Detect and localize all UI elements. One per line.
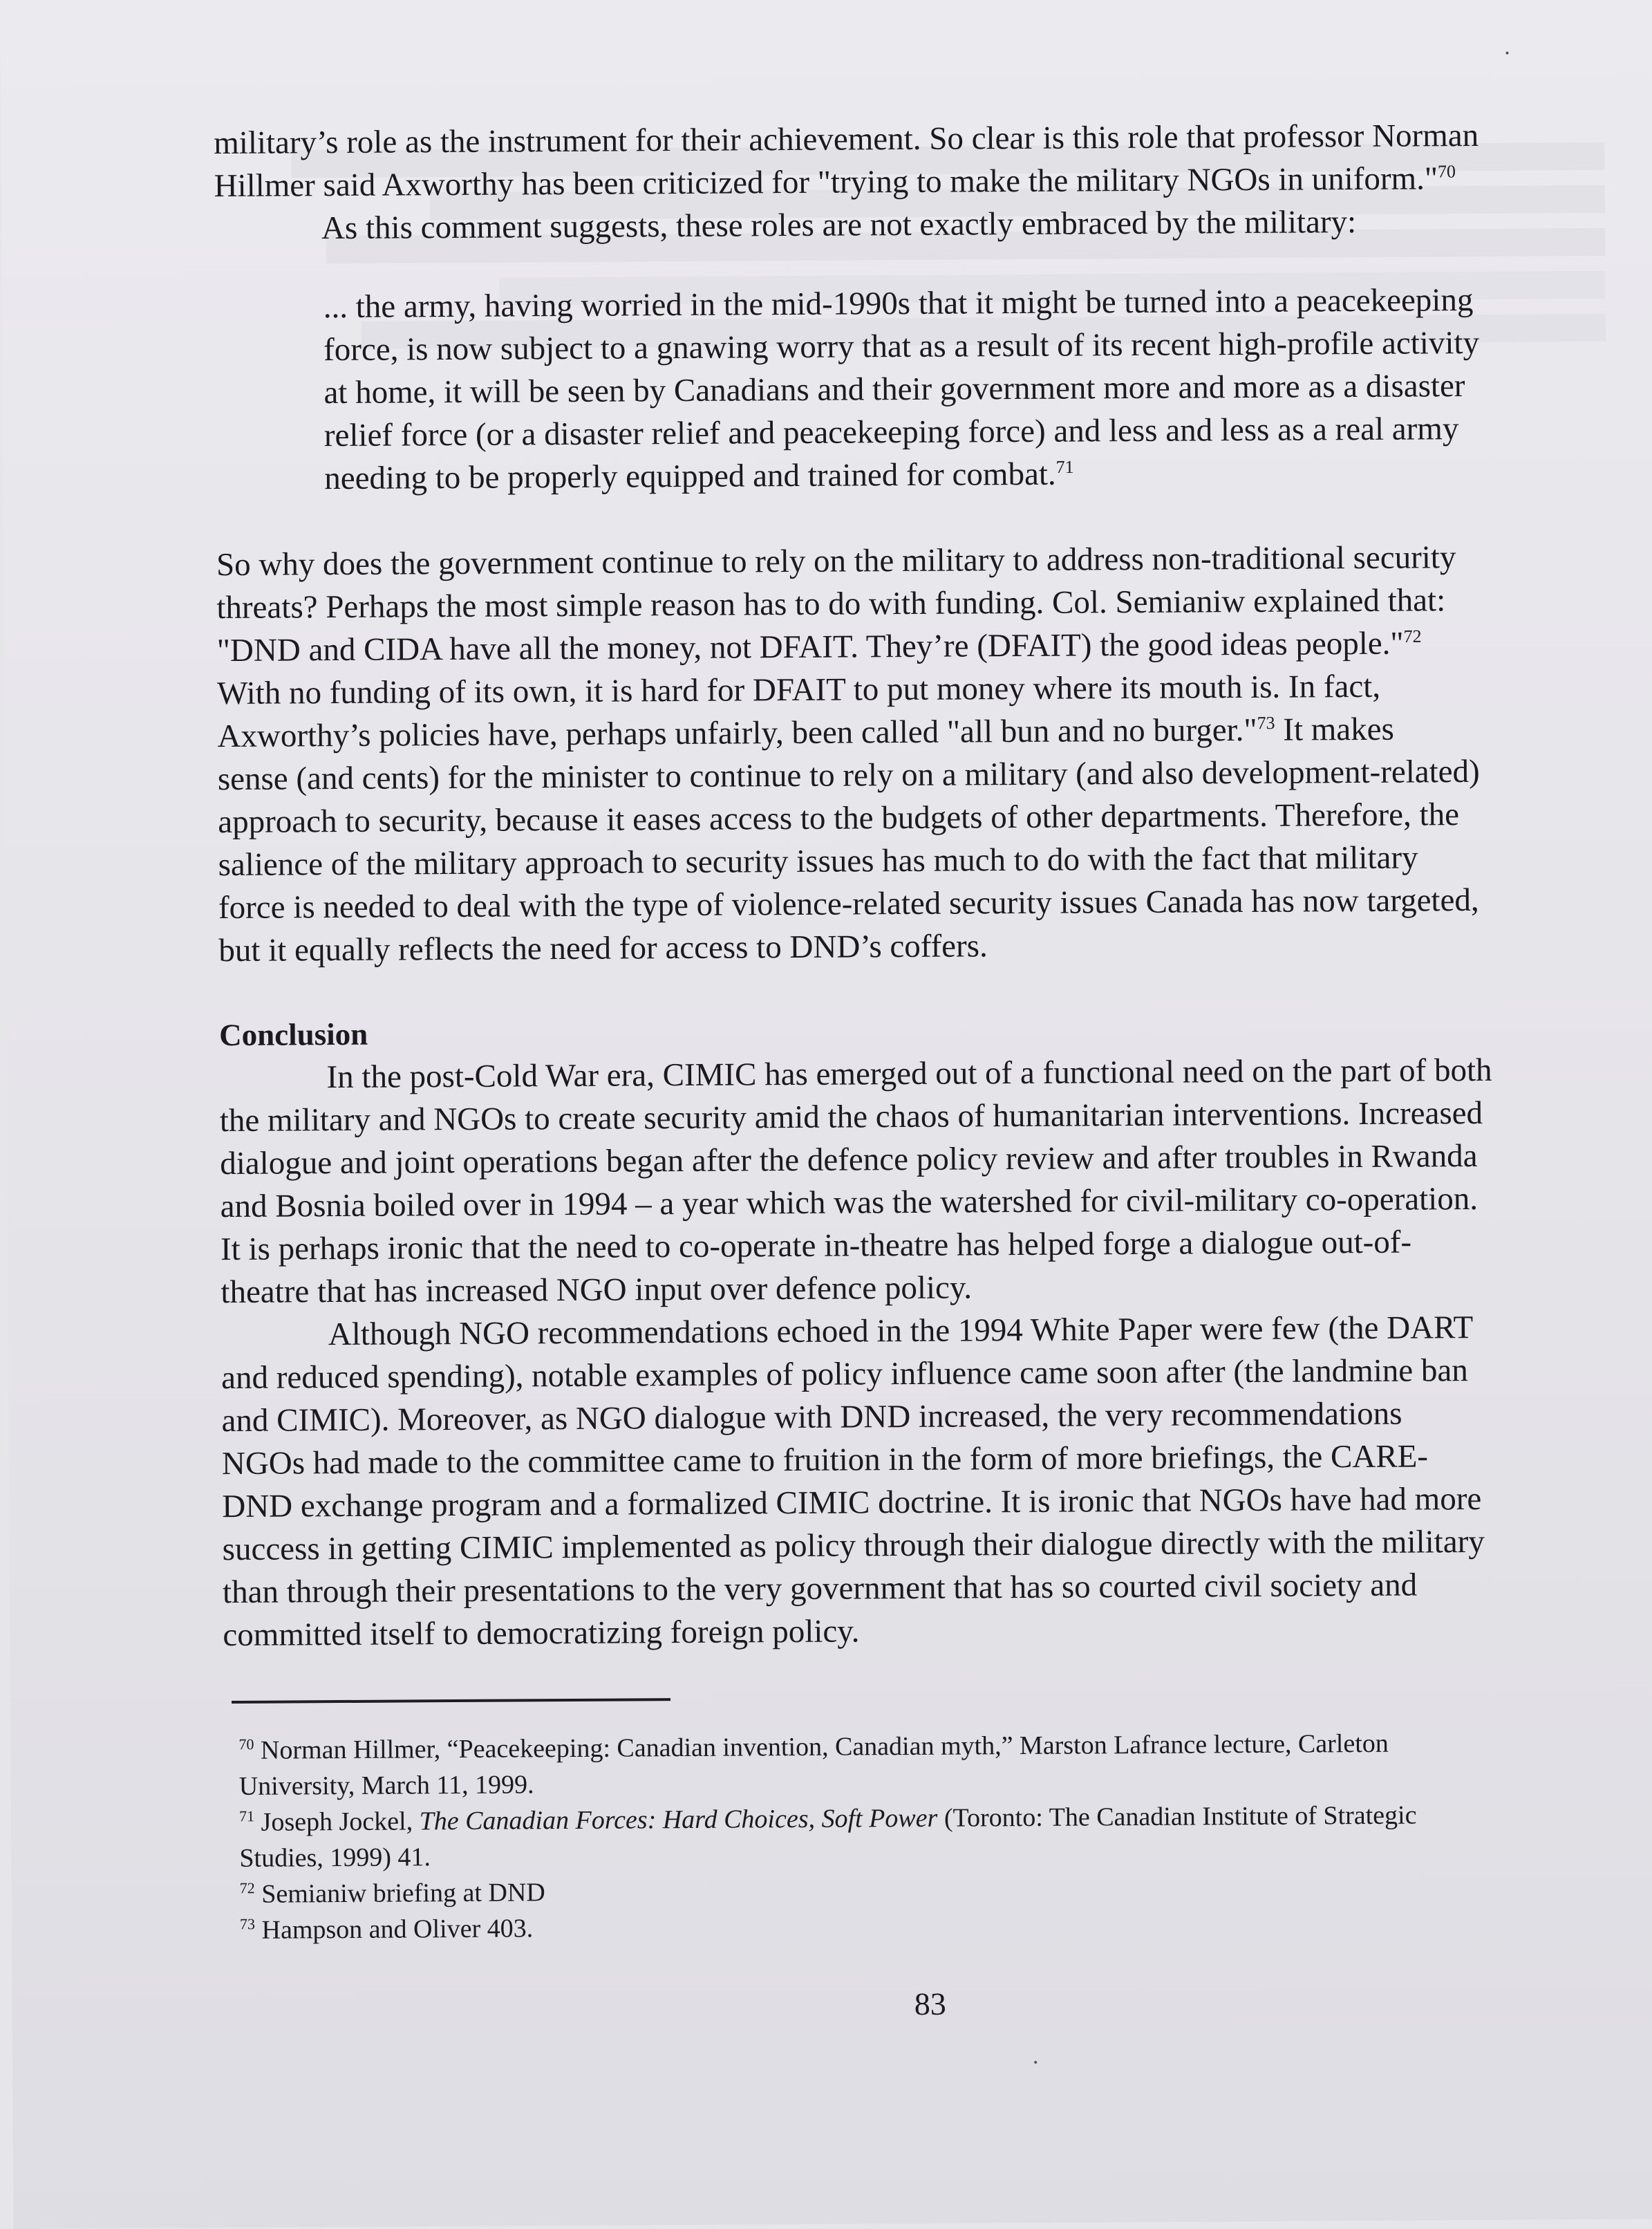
footnote-73: $^{73}$ Hampson and Oliver 403. [239,1914,534,1945]
text-line: and Bosnia boiled over in 1994 – a year which was the watershed for civil-military co-operation. [220,1180,1479,1225]
footnote-ref: 71 [1055,456,1074,478]
quote-line: force, is now subject to a gnawing worry that as a result of its recent high-profile activity [323,324,1480,369]
footnote-72: $^{72}$ Semianiw briefing at DND [239,1878,545,1909]
text-line: but it equally reflects the need for access to DND’s coffers. [218,928,988,969]
quote-line: needing to be properly equipped and trained for combat.$^{71}$ [324,456,1074,497]
page-number: 83 [914,1986,946,2022]
text-line: than through their presentations to the very government that has so courted civil society and [222,1567,1418,1611]
quote-line: at home, it will be seen by Canadians and their government more and more as a disaster [323,368,1465,411]
quote-line: ... the army, having worried in the mid-1990s that it might be turned into a peacekeeping [323,281,1474,326]
text-line: In the post-Cold War era, CIMIC has emerged out of a functional need on the part of both [326,1052,1492,1096]
text-line: dialogue and joint operations began after the defence policy review and after troubles in Rwanda [220,1137,1478,1182]
text-line: sense (and cents) for the minister to continue to rely on a military (and also development-related) [217,753,1480,798]
text-line: With no funding of its own, it is hard for DFAIT to put money where its mouth is. In fact, [216,668,1381,712]
text-line: NGOs had made to the committee came to fruition in the form of more briefings, the CARE- [221,1438,1429,1482]
text-line: military’s role as the instrument for their achievement. So clear is this role that professor Norman [214,117,1479,162]
footnote-ref: 70 [1437,161,1456,182]
text-line: the military and NGOs to create security amid the chaos of humanitarian interventions. Increased [219,1094,1483,1139]
quote-line: relief force (or a disaster relief and peacekeeping force) and less and less as a real army [323,411,1459,454]
footnote-ref: 72 [1403,626,1422,646]
footnote-ref: 73 [1257,713,1275,734]
scan-speck [1505,52,1508,55]
text-line: DND exchange program and a formalized CIMIC doctrine. It is ironic that NGOs have had more [222,1480,1482,1525]
text-line: As this comment suggests, these roles are not exactly embraced by the military: [321,204,1357,247]
text-line: and CIMIC). Moreover, as NGO dialogue with DND increased, the very recommendations [221,1395,1402,1439]
text-line: force is needed to deal with the type of violence-related security issues Canada has now targeted, [218,882,1479,926]
text-line: Axworthy’s policies have, perhaps unfairly, been called "all bun and no burger."$^{73}$ It makes [217,711,1395,755]
text-line: So why does the government continue to rely on the military to address non-traditional security [216,539,1456,584]
text-line: salience of the military approach to security issues has much to do with the fact that military [218,839,1418,884]
footnote-71: $^{71}$ Joseph Jockel, The Canadian Forces: Hard Choices, Soft Power (Toronto: The Canadian Institute of Strategic [238,1800,1417,1837]
funding-paragraph [216,535,1598,972]
intro-paragraph [214,113,1593,250]
text-line: Although NGO recommendations echoed in the 1994 White Paper were few (the DART [328,1309,1474,1353]
footnote-70: $^{70}$ Norman Hillmer, “Peacekeeping: Canadian invention, Canadian myth,” Marston Lafrance lecture, Carleton [238,1728,1389,1765]
footnotes [238,1724,1615,1948]
footnote-divider [232,1698,670,1704]
text-line: "DND and CIDA have all the money, not DFAIT. They’re (DFAIT) the good ideas people."$^{72}$ [216,625,1422,669]
text-line: committed itself to democratizing foreign policy. [223,1613,860,1654]
scan-speck [1034,2061,1037,2064]
text-line: It is perhaps ironic that the need to co-operate in-theatre has helped forge a dialogue out-of- [220,1224,1412,1268]
block-quote [323,278,1597,500]
footnote-70-cont: University, March 11, 1999. [238,1770,534,1801]
text-line: theatre that has increased NGO input over defence policy. [220,1269,973,1311]
text-line: approach to security, because it eases access to the budgets of other departments. Therefore, the [218,796,1460,841]
conclusion-section [219,1005,1602,1657]
text-line: Hillmer said Axworthy has been criticized for "trying to make the military NGOs in uniform."$^{70}$ [214,160,1456,205]
text-line: and reduced spending), notable examples of policy influence came soon after (the landmine ban [221,1352,1468,1397]
text-line: success in getting CIMIC implemented as policy through their dialogue directly with the military [222,1523,1485,1568]
text-line: threats? Perhaps the most simple reason has to do with funding. Col. Semianiw explained that: [216,582,1446,626]
section-heading: Conclusion [218,1016,368,1053]
footnote-71-cont: Studies, 1999) 41. [239,1843,431,1873]
